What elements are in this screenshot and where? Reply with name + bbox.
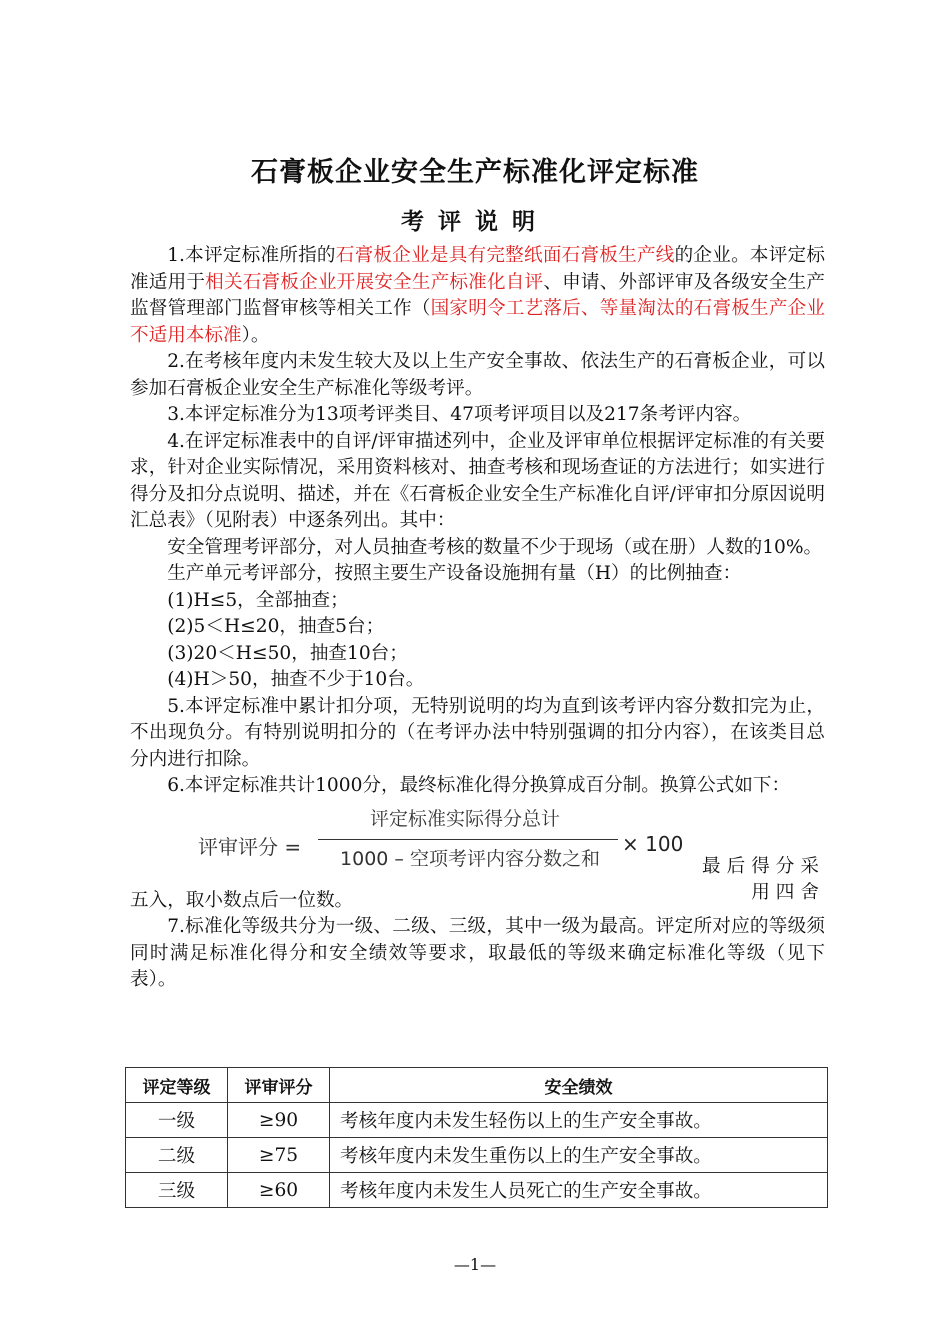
column-header: 评定等级 [126,1068,228,1103]
list-item: (3)20＜H≤50，抽查10台； [167,642,408,664]
grade-cell: 一级 [126,1103,228,1138]
table-row [126,1138,828,1173]
paragraph-6: 6.本评定标准共计1000分，最终标准化得分换算成百分制。换算公式如下： [167,775,791,796]
grade-cell: 三级 [126,1173,228,1208]
performance-cell: 考核年度内未发生人员死亡的生产安全事故。 [330,1173,828,1208]
p1-highlight-d: 相关石膏板企业开展安全生产标准化自评 [205,271,544,293]
score-cell: ≥60 [228,1173,330,1208]
p1-text-g: ）。 [241,324,270,346]
list-item: (2)5＜H≤20，抽查5台； [167,616,385,637]
performance-cell: 考核年度内未发生重伤以上的生产安全事故。 [330,1138,828,1173]
paragraph-5: 5.本评定标准中累计扣分项，无特别说明的均为直到该考评内容分数扣完为止，不出现负分。有特别说明扣分的（在考评办法中特别强调的扣分内容），在该类目总分内进行扣除。 [130,695,825,770]
paragraph-1 [130,243,825,349]
score-cell: ≥75 [228,1138,330,1173]
paragraph-4: 4.在评定标准表中的自评/评审描述列中，企业及评审单位根据评定标准的有关要求，针对企业实际情况，采用资料核对、抽查考核和现场查证的方法进行；如实进行得分及扣分点说明、描述，并在《石膏板企业安全生产标准化自评/评审扣分原因说明汇总表》（见附表）中逐条列出。其中： [130,430,825,531]
paragraph-3: 3.本评定标准分为13项考评类目、47项考评项目以及217条考评内容。 [167,404,752,425]
paragraph-2: 2.在考核年度内未发生较大及以上生产安全事故、依法生产的石膏板企业，可以参加石膏板企业安全生产标准化等级考评。 [130,351,825,399]
formula-left: 评审评分 = [198,834,302,859]
column-header: 评审评分 [228,1068,330,1103]
paragraph-7: 7.标准化等级共分为一级、二级、三级，其中一级为最高。评定所对应的等级须同时满足标准化得分和安全绩效等要求，取最低的等级来确定标准化等级（见下表）。 [130,916,825,990]
formula-denominator: 1000 – 空项考评内容分数之和 [340,847,600,870]
p1-text-c: 的企业。本评定标准适用于 [130,245,825,293]
page-number: —1— [453,1255,497,1274]
p1-highlight-b: 石膏板企业是具有完整纸面石膏板生产线 [335,245,675,266]
paragraph-4a: 安全管理考评部分，对人员抽查考核的数量不少于现场（或在册）人数的10%。 [167,536,823,558]
score-cell: ≥90 [228,1103,330,1138]
paragraph-6-continued: 最后得分采用四舍 [702,855,825,903]
paragraph-4b: 生产单元考评部分，按照主要生产设备设施拥有量（H）的比例抽查： [167,563,742,584]
fraction-bar [318,839,618,840]
list-item: (1)H≤5，全部抽查； [167,589,349,611]
grade-cell: 二级 [126,1138,228,1173]
p1-highlight-f: 国家明令工艺落后、等量淘汰的石膏板生产企业不适用本标准 [130,298,825,346]
table-header-row [126,1068,828,1103]
list-item: (4)H＞50，抽查不少于10台。 [167,669,425,690]
performance-cell: 考核年度内未发生轻伤以上的生产安全事故。 [330,1103,828,1138]
p1-text-a: 1.本评定标准所指的 [167,245,336,266]
document-title: 石膏板企业安全生产标准化评定标准 [251,157,699,188]
section-heading: 考评说明 [401,208,549,235]
grade-table [125,1067,828,1208]
p1-text-e: 、申请、外部评审及各级安全生产监督管理部门监督审核等相关工作（ [130,271,825,319]
table-row [126,1103,828,1138]
formula-multiplier: × 100 [622,831,684,856]
column-header: 安全绩效 [330,1068,828,1103]
paragraph-6-tail: 五入，取小数点后一位数。 [130,889,354,911]
document-body [130,243,825,994]
table-row [126,1173,828,1208]
formula-numerator: 评定标准实际得分总计 [369,807,560,830]
